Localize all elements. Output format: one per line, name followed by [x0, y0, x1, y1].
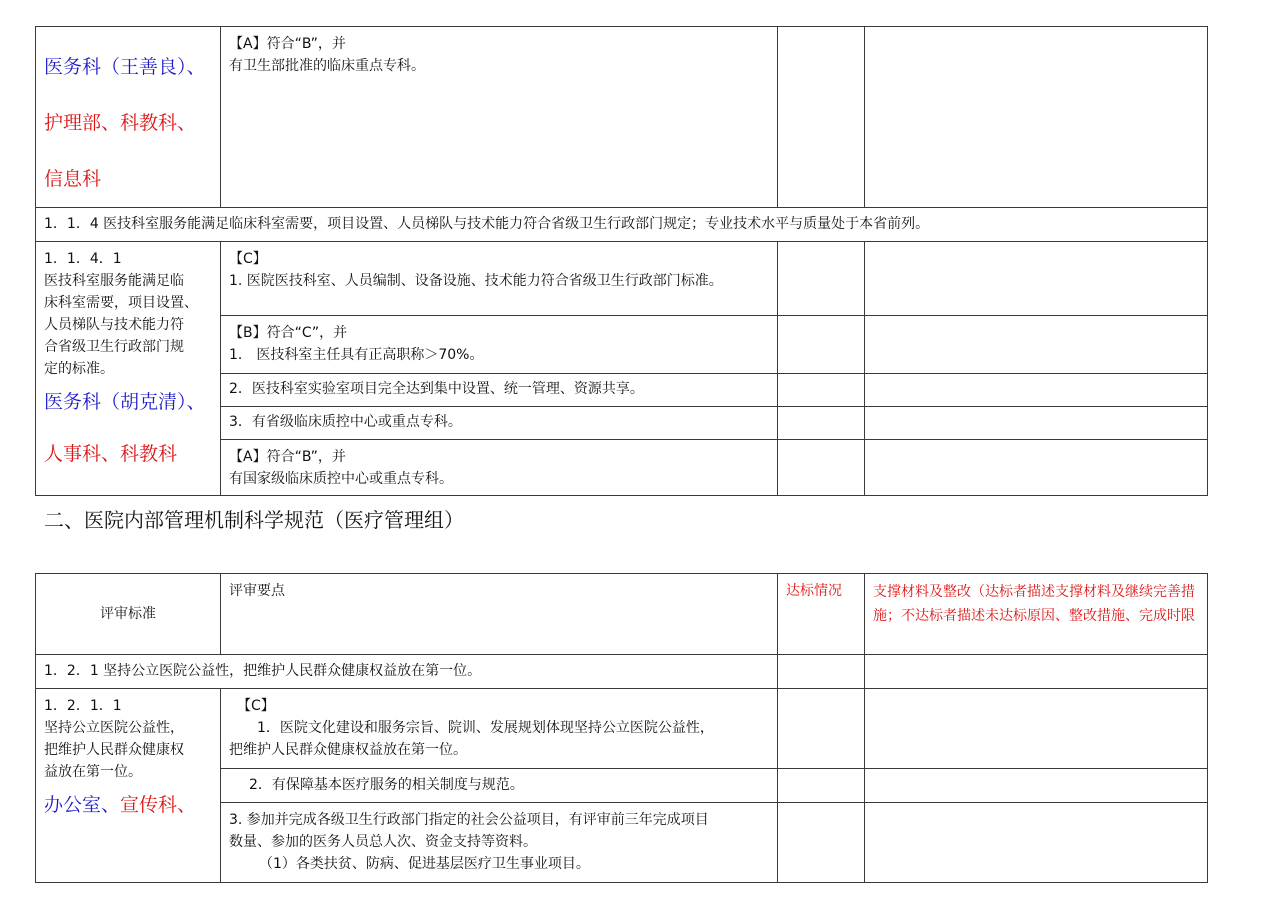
header-standard: 评审标准 — [36, 574, 221, 655]
header-evidence: 支撑材料及整改（达标者描述支撑材料及继续完善措施；不达标者描述未达标原因、整改措施、完成时限 — [865, 574, 1208, 655]
standard-code: 1．2．1．1 — [44, 698, 122, 714]
status-cell[interactable] — [778, 242, 865, 316]
evidence-cell[interactable] — [865, 27, 1208, 208]
standards-table-2 — [35, 573, 1208, 883]
section-text: 1．2．1 坚持公立医院公益性，把维护人民群众健康权益放在第一位。 — [36, 655, 778, 689]
dept-name-red: 宣传科、 — [120, 794, 197, 816]
criteria-text: 有国家级临床质控中心或重点专科。 — [229, 471, 453, 487]
criteria-text: 2．有保障基本医疗服务的相关制度与规范。 — [221, 769, 778, 803]
grade-label: 【C】 — [237, 698, 275, 714]
standards-table-1 — [35, 26, 1208, 496]
section-heading: 二、医院内部管理机制科学规范（医疗管理组） — [44, 508, 464, 532]
standard-desc: 床科室需要，项目设置、 — [44, 295, 198, 311]
evidence-cell[interactable] — [865, 803, 1208, 883]
criteria-text: 1. 医院医技科室、人员编制、设备设施、技术能力符合省级卫生行政部门标准。 — [229, 273, 723, 289]
status-cell[interactable] — [778, 27, 865, 208]
dept-name-red: 护理部、科教科、 — [44, 112, 197, 134]
criteria-text: （1）各类扶贫、防病、促进基层医疗卫生事业项目。 — [259, 856, 590, 872]
dept-cell — [36, 27, 221, 208]
criteria-text: 3. 参加并完成各级卫生行政部门指定的社会公益项目，有评审前三年完成项目 — [229, 812, 709, 828]
section-text: 1．1．4 医技科室服务能满足临床科室需要，项目设置、人员梯队与技术能力符合省级卫生行政部门规定；专业技术水平与质量处于本省前列。 — [36, 208, 1208, 242]
dept-name-blue: 医务科（胡克清） — [44, 391, 187, 413]
dept-name-red: 信息科 — [44, 168, 102, 190]
standard-desc: 把维护人民群众健康权 — [44, 742, 184, 758]
criteria-cell — [221, 242, 778, 316]
status-cell[interactable] — [778, 407, 865, 440]
standard-desc: 人员梯队与技术能力符 — [44, 317, 184, 333]
grade-label: 【C】 — [229, 251, 267, 267]
evidence-cell[interactable] — [865, 407, 1208, 440]
standard-desc: 医技科室服务能满足临 — [44, 273, 184, 289]
evidence-cell[interactable] — [865, 689, 1208, 769]
status-cell[interactable] — [778, 374, 865, 407]
grade-label: 【A】符合“B”，并 — [229, 449, 346, 465]
status-cell[interactable] — [778, 655, 865, 689]
standard-cell — [36, 689, 221, 883]
header-row — [36, 574, 1208, 655]
dept-separator: 、 — [101, 794, 121, 816]
dept-name-blue: 医务科（王善良） — [44, 56, 187, 78]
standard-cell — [36, 242, 221, 496]
dept-separator: 、 — [186, 56, 206, 78]
section-row — [36, 208, 1208, 242]
criteria-text: 有卫生部批准的临床重点专科。 — [229, 58, 425, 74]
standard-desc: 合省级卫生行政部门规 — [44, 339, 184, 355]
status-cell[interactable] — [778, 316, 865, 374]
status-cell[interactable] — [778, 769, 865, 803]
criteria-cell — [221, 803, 778, 883]
standard-desc: 定的标准。 — [44, 361, 114, 377]
evidence-cell[interactable] — [865, 440, 1208, 496]
criteria-cell — [221, 440, 778, 496]
criteria-text: 1． 医技科室主任具有正高职称＞70%。 — [229, 347, 484, 363]
evidence-cell[interactable] — [865, 769, 1208, 803]
table-row — [36, 27, 1208, 208]
table-row — [36, 689, 1208, 769]
status-cell[interactable] — [778, 440, 865, 496]
header-key-points: 评审要点 — [221, 574, 778, 655]
standard-code: 1．1．4．1 — [44, 251, 122, 267]
criteria-text: 把维护人民群众健康权益放在第一位。 — [229, 742, 467, 758]
evidence-cell[interactable] — [865, 655, 1208, 689]
dept-name-red: 人事科、科教科 — [44, 443, 178, 465]
evidence-cell[interactable] — [865, 316, 1208, 374]
criteria-cell — [221, 316, 778, 374]
criteria-cell — [221, 689, 778, 769]
standard-desc: 益放在第一位。 — [44, 764, 142, 780]
dept-name-blue: 办公室 — [44, 794, 102, 816]
table-row — [36, 242, 1208, 316]
standard-desc: 坚持公立医院公益性， — [44, 720, 184, 736]
evidence-cell[interactable] — [865, 242, 1208, 316]
section-row — [36, 655, 1208, 689]
criteria-text: 3．有省级临床质控中心或重点专科。 — [221, 407, 778, 440]
dept-separator: 、 — [186, 391, 206, 413]
grade-label: 【B】符合“C”，并 — [229, 325, 348, 341]
criteria-text: 1．医院文化建设和服务宗旨、院训、发展规划体现坚持公立医院公益性， — [257, 720, 714, 736]
criteria-text: 数量、参加的医务人员总人次、资金支持等资料。 — [229, 834, 537, 850]
status-cell[interactable] — [778, 803, 865, 883]
criteria-cell — [221, 27, 778, 208]
grade-label: 【A】符合“B”，并 — [229, 36, 346, 52]
status-cell[interactable] — [778, 689, 865, 769]
criteria-text: 2．医技科室实验室项目完全达到集中设置、统一管理、资源共享。 — [221, 374, 778, 407]
header-status: 达标情况 — [778, 574, 865, 655]
evidence-cell[interactable] — [865, 374, 1208, 407]
